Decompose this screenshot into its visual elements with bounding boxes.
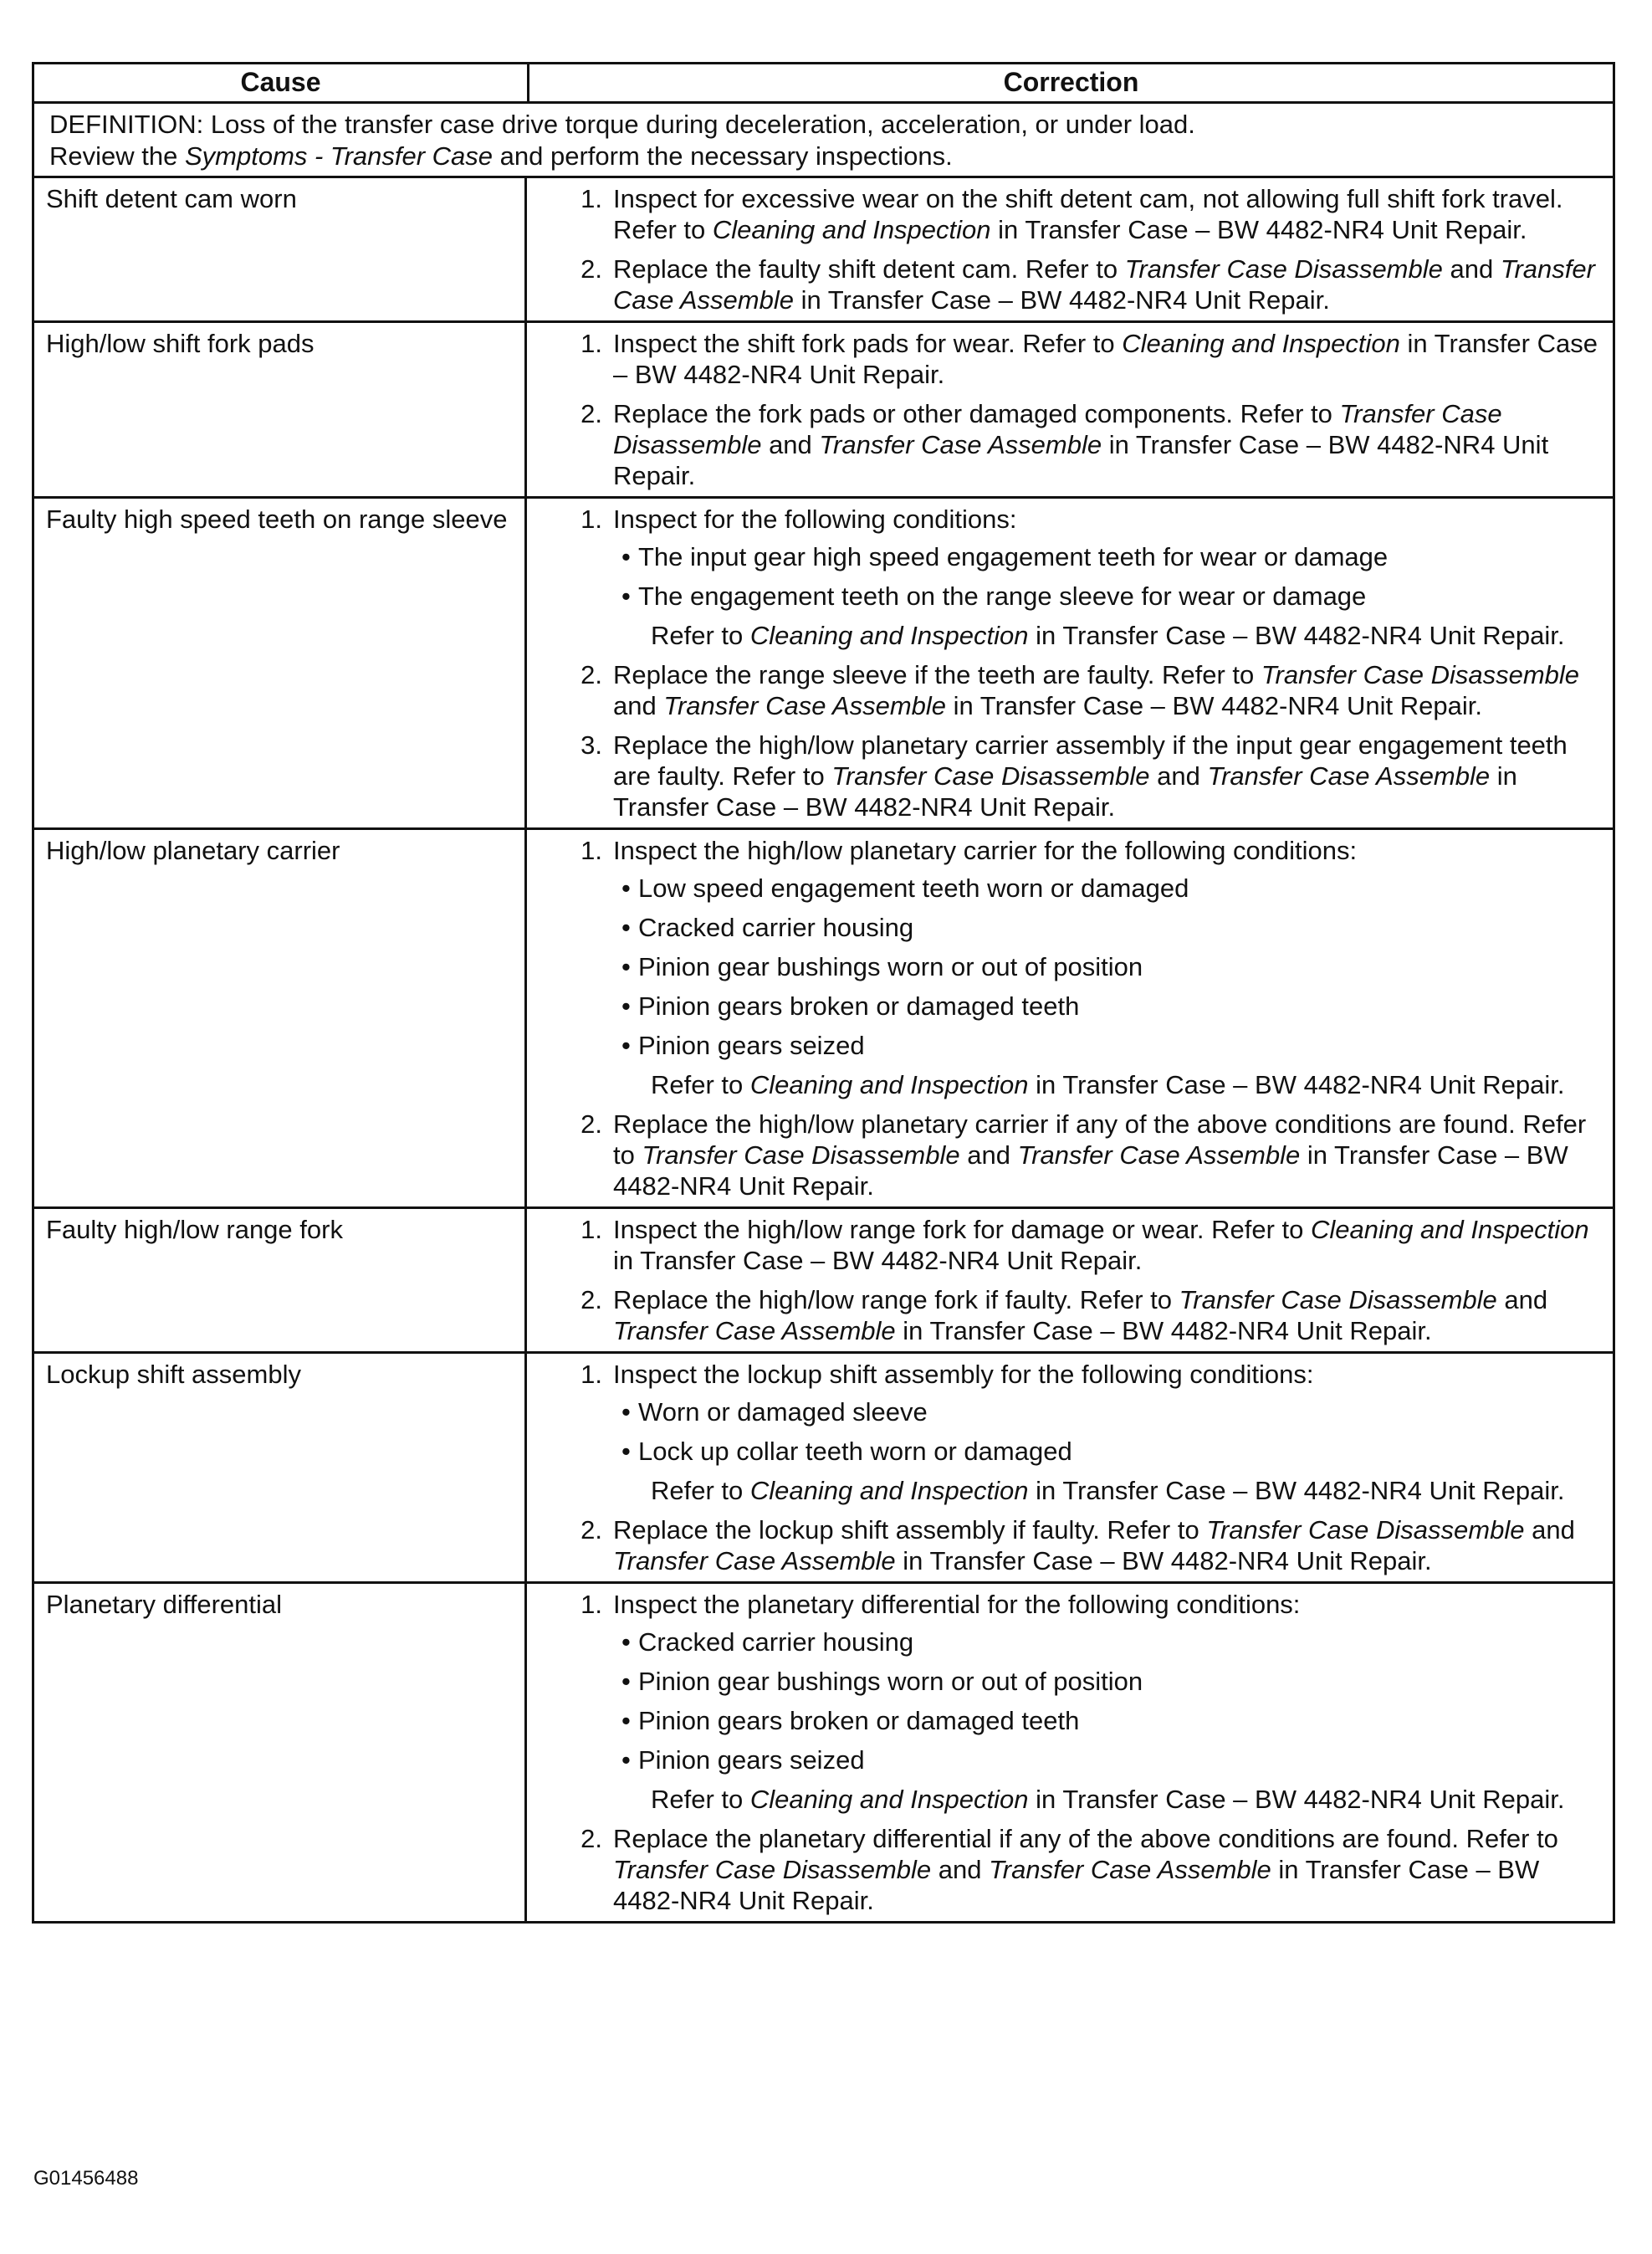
definition-block xyxy=(34,104,1613,178)
list-item-text: Cracked carrier housing xyxy=(638,913,914,942)
correction-step xyxy=(527,1823,1609,1916)
step-body xyxy=(613,835,1609,1100)
step-text: Replace the high/low range fork if faulty. Refer to Transfer Case Disassemble and Transfer Case Assemble in Transfer Case – BW 4482-NR4 Unit Repair. xyxy=(613,1285,1548,1345)
table-row xyxy=(34,1209,1613,1354)
correction-step xyxy=(527,398,1609,491)
correction-step xyxy=(527,835,1609,1100)
step-text: Replace the planetary differential if any of the above conditions are found. Refer to Transfer Case Disassemble and Transfer Case Assemble in Transfer Case – BW 4482-NR4 Unit Repair. xyxy=(613,1824,1558,1915)
list-item-text: Low speed engagement teeth worn or damaged xyxy=(638,873,1189,903)
list-item xyxy=(613,541,1609,572)
step-text: Replace the high/low planetary carrier if any of the above conditions are found. Refer to Transfer Case Disassemble and Transfer Case Assemble in Transfer Case – BW 4482-NR4 Unit Repair. xyxy=(613,1109,1587,1201)
correction-step xyxy=(527,504,1609,651)
correction-step xyxy=(527,730,1609,822)
condition-list xyxy=(613,1626,1609,1775)
step-number: 2. xyxy=(581,1109,602,1139)
cause-cell: Faulty high/low range fork xyxy=(34,1209,527,1351)
step-body xyxy=(613,1214,1609,1276)
review-post: and perform the necessary inspections. xyxy=(493,141,953,171)
correction-step xyxy=(527,1589,1609,1815)
step-number: 1. xyxy=(581,505,602,534)
step-text: Replace the fork pads or other damaged components. Refer to Transfer Case Disassemble and Transfer Case Assemble in Transfer Case – BW 4482-NR4 Unit Repair. xyxy=(613,399,1549,490)
correction-cell xyxy=(527,1584,1613,1921)
step-body xyxy=(613,254,1609,315)
step-text: Replace the faulty shift detent cam. Refer to Transfer Case Disassemble and Transfer Case Assemble in Transfer Case – BW 4482-NR4 Unit Repair. xyxy=(613,254,1595,315)
cause-cell: Lockup shift assembly xyxy=(34,1354,527,1581)
step-number: 1. xyxy=(581,329,602,358)
step-number: 3. xyxy=(581,730,602,760)
step-note: Refer to Cleaning and Inspection in Transfer Case – BW 4482-NR4 Unit Repair. xyxy=(651,1070,1565,1099)
step-body xyxy=(613,1514,1609,1576)
step-text: Replace the lockup shift assembly if faulty. Refer to Transfer Case Disassemble and Transfer Case Assemble in Transfer Case – BW 4482-NR4 Unit Repair. xyxy=(613,1515,1575,1575)
bullet-icon: • xyxy=(621,952,631,981)
bullet-icon: • xyxy=(621,581,631,611)
list-item xyxy=(613,873,1609,904)
list-item-text: Pinion gear bushings worn or out of position xyxy=(638,1667,1143,1696)
condition-list xyxy=(613,873,1609,1061)
step-body xyxy=(613,398,1609,491)
step-body xyxy=(613,1359,1609,1506)
bullet-icon: • xyxy=(621,913,631,942)
bullet-icon: • xyxy=(621,542,631,571)
step-number: 2. xyxy=(581,1824,602,1853)
list-item xyxy=(613,1666,1609,1697)
step-note: Refer to Cleaning and Inspection in Transfer Case – BW 4482-NR4 Unit Repair. xyxy=(651,1785,1565,1814)
bullet-icon: • xyxy=(621,1706,631,1735)
step-body xyxy=(613,504,1609,651)
table-header xyxy=(34,64,1613,104)
step-body xyxy=(613,1823,1609,1916)
step-number: 2. xyxy=(581,1515,602,1545)
correction-step xyxy=(527,659,1609,721)
step-text: Replace the high/low planetary carrier assembly if the input gear engagement teeth are faulty. Refer to Transfer Case Disassemble and Transfer Case Assemble in Transfer Case – BW 4482-NR4 Unit Repair. xyxy=(613,730,1568,822)
cause-cell: Faulty high speed teeth on range sleeve xyxy=(34,499,527,827)
step-text: Inspect for the following conditions: xyxy=(613,505,1017,534)
step-body xyxy=(613,1284,1609,1346)
step-number: 1. xyxy=(581,1360,602,1389)
review-pre: Review the xyxy=(49,141,185,171)
cause-cell: High/low planetary carrier xyxy=(34,830,527,1206)
step-body xyxy=(613,659,1609,721)
step-text: Inspect the shift fork pads for wear. Refer to Cleaning and Inspection in Transfer Case – BW 4482-NR4 Unit Repair. xyxy=(613,329,1598,389)
review-link-symptoms: Symptoms - Transfer Case xyxy=(184,141,494,171)
list-item xyxy=(613,1436,1609,1467)
list-item-text: Pinion gears broken or damaged teeth xyxy=(638,991,1080,1021)
bullet-icon: • xyxy=(621,1627,631,1657)
step-body xyxy=(613,730,1609,822)
correction-step xyxy=(527,1109,1609,1201)
bullet-icon: • xyxy=(621,1031,631,1060)
step-body xyxy=(613,183,1609,245)
step-number: 1. xyxy=(581,1215,602,1244)
list-item xyxy=(613,1030,1609,1061)
list-item xyxy=(613,1744,1609,1775)
step-note: Refer to Cleaning and Inspection in Transfer Case – BW 4482-NR4 Unit Repair. xyxy=(651,1476,1565,1505)
correction-step xyxy=(527,1214,1609,1276)
figure-id: G01456488 xyxy=(33,2167,139,2190)
correction-cell xyxy=(527,499,1613,827)
step-number: 2. xyxy=(581,254,602,284)
step-text: Inspect the high/low planetary carrier for the following conditions: xyxy=(613,836,1358,865)
step-number: 2. xyxy=(581,660,602,689)
header-cause: Cause xyxy=(34,64,529,101)
step-note: Refer to Cleaning and Inspection in Transfer Case – BW 4482-NR4 Unit Repair. xyxy=(651,621,1565,650)
condition-list xyxy=(613,1396,1609,1467)
table-row xyxy=(34,1354,1613,1584)
header-correction: Correction xyxy=(1003,67,1139,97)
cause-cell: Shift detent cam worn xyxy=(34,178,527,320)
correction-cell xyxy=(527,178,1613,320)
step-number: 2. xyxy=(581,1285,602,1314)
correction-step xyxy=(527,1359,1609,1506)
list-item-text: The engagement teeth on the range sleeve for wear or damage xyxy=(638,581,1367,611)
correction-cell xyxy=(527,830,1613,1206)
list-item-text: Lock up collar teeth worn or damaged xyxy=(638,1437,1072,1466)
step-number: 1. xyxy=(581,1590,602,1619)
correction-step xyxy=(527,1284,1609,1346)
step-text: Replace the range sleeve if the teeth are faulty. Refer to Transfer Case Disassemble and Transfer Case Assemble in Transfer Case – BW 4482-NR4 Unit Repair. xyxy=(613,660,1580,720)
step-text: Inspect the planetary differential for the following conditions: xyxy=(613,1590,1301,1619)
correction-step xyxy=(527,328,1609,390)
step-number: 2. xyxy=(581,399,602,428)
table-row xyxy=(34,323,1613,499)
table-body xyxy=(34,178,1613,1921)
list-item-text: The input gear high speed engagement teeth for wear or damage xyxy=(638,542,1389,571)
correction-cell xyxy=(527,1354,1613,1581)
bullet-icon: • xyxy=(621,991,631,1021)
list-item-text: Worn or damaged sleeve xyxy=(638,1397,928,1427)
step-text: Inspect the high/low range fork for damage or wear. Refer to Cleaning and Inspection in Transfer Case – BW 4482-NR4 Unit Repair. xyxy=(613,1215,1589,1275)
definition-text: DEFINITION: Loss of the transfer case drive torque during deceleration, acceleration, or under load. xyxy=(49,110,1195,139)
list-item xyxy=(613,912,1609,943)
table-row xyxy=(34,499,1613,830)
bullet-icon: • xyxy=(621,1667,631,1696)
list-item xyxy=(613,1396,1609,1427)
correction-step xyxy=(527,254,1609,315)
review-text xyxy=(49,141,1598,172)
step-number: 1. xyxy=(581,836,602,865)
list-item xyxy=(613,991,1609,1022)
bullet-icon: • xyxy=(621,1745,631,1775)
bullet-icon: • xyxy=(621,873,631,903)
step-body xyxy=(613,1109,1609,1201)
list-item-text: Pinion gear bushings worn or out of position xyxy=(638,952,1143,981)
step-text: Inspect the lockup shift assembly for the following conditions: xyxy=(613,1360,1314,1389)
correction-cell xyxy=(527,1209,1613,1351)
table-row xyxy=(34,178,1613,323)
bullet-icon: • xyxy=(621,1397,631,1427)
step-text: Inspect for excessive wear on the shift detent cam, not allowing full shift fork travel. Refer to Cleaning and Inspection in Transfer Case – BW 4482-NR4 Unit Repair. xyxy=(613,184,1563,244)
table-row xyxy=(34,830,1613,1209)
list-item xyxy=(613,1626,1609,1657)
diagnostic-table xyxy=(32,62,1615,1924)
list-item-text: Pinion gears seized xyxy=(638,1745,865,1775)
cause-cell: High/low shift fork pads xyxy=(34,323,527,496)
list-item-text: Cracked carrier housing xyxy=(638,1627,914,1657)
condition-list xyxy=(613,541,1609,612)
correction-step xyxy=(527,183,1609,245)
list-item-text: Pinion gears seized xyxy=(638,1031,865,1060)
list-item xyxy=(613,581,1609,612)
correction-step xyxy=(527,1514,1609,1576)
step-body xyxy=(613,1589,1609,1815)
list-item xyxy=(613,1705,1609,1736)
bullet-icon: • xyxy=(621,1437,631,1466)
cause-cell: Planetary differential xyxy=(34,1584,527,1921)
list-item-text: Pinion gears broken or damaged teeth xyxy=(638,1706,1080,1735)
step-body xyxy=(613,328,1609,390)
step-number: 1. xyxy=(581,184,602,213)
list-item xyxy=(613,951,1609,982)
table-row xyxy=(34,1584,1613,1921)
correction-cell xyxy=(527,323,1613,496)
